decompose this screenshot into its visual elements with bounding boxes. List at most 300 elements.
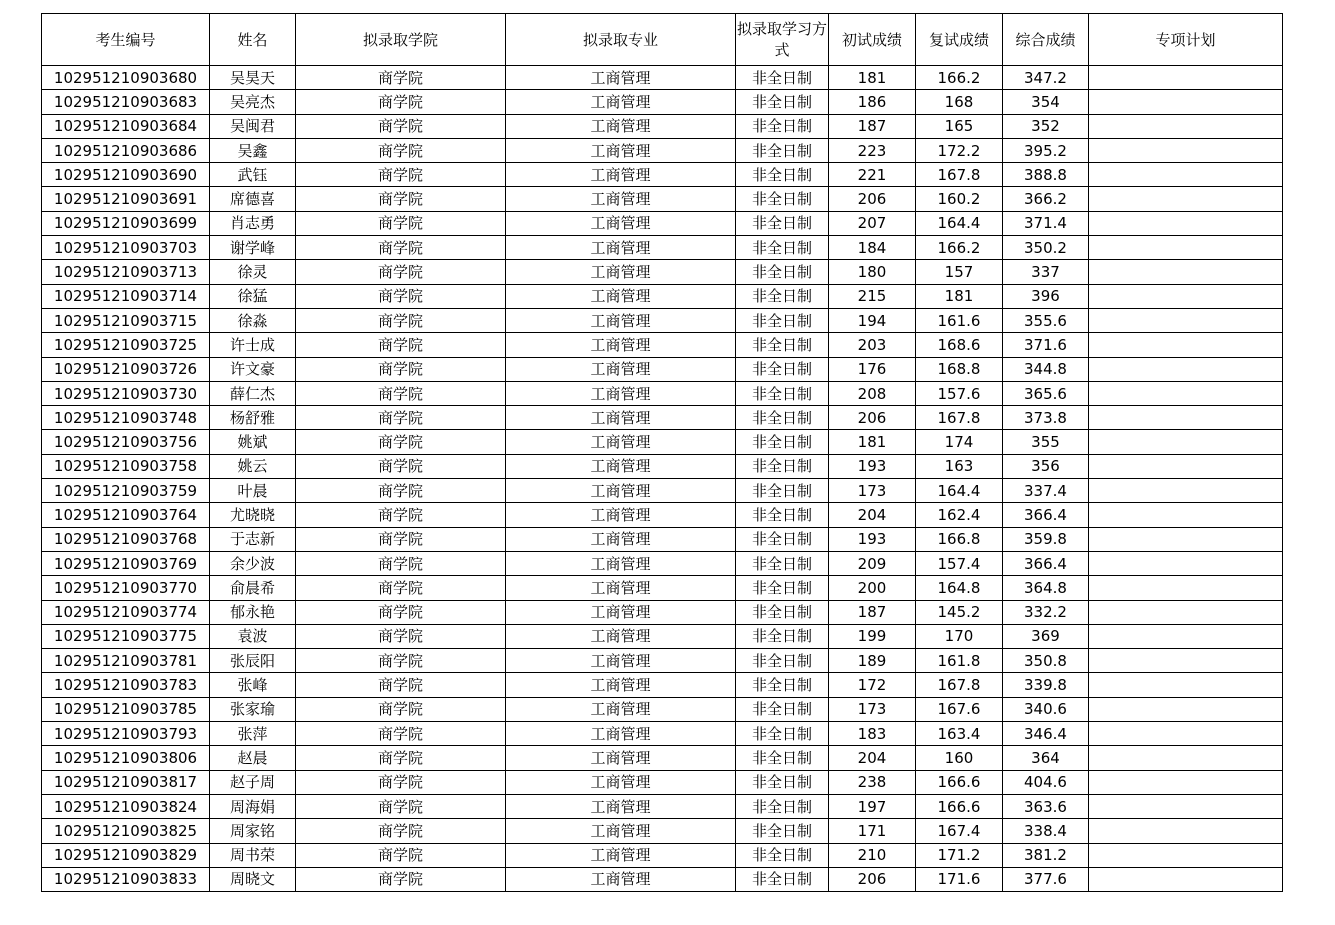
cell-candidate-id: 102951210903758 xyxy=(42,454,210,478)
header-initial-score: 初试成绩 xyxy=(829,14,916,66)
cell-initial-score: 189 xyxy=(829,649,916,673)
cell-retest-score: 160.2 xyxy=(916,187,1003,211)
cell-special-plan xyxy=(1089,770,1283,794)
cell-initial-score: 206 xyxy=(829,406,916,430)
table-row xyxy=(42,697,1283,721)
cell-school: 商学院 xyxy=(296,600,506,624)
cell-school: 商学院 xyxy=(296,576,506,600)
cell-candidate-id: 102951210903680 xyxy=(42,66,210,90)
cell-study-mode: 非全日制 xyxy=(736,624,829,648)
cell-name: 赵子周 xyxy=(210,770,296,794)
cell-special-plan xyxy=(1089,357,1283,381)
cell-retest-score: 166.6 xyxy=(916,794,1003,818)
cell-school: 商学院 xyxy=(296,746,506,770)
table-row xyxy=(42,479,1283,503)
cell-retest-score: 168.8 xyxy=(916,357,1003,381)
cell-special-plan xyxy=(1089,746,1283,770)
cell-special-plan xyxy=(1089,624,1283,648)
cell-study-mode: 非全日制 xyxy=(736,211,829,235)
cell-candidate-id: 102951210903686 xyxy=(42,138,210,162)
cell-initial-score: 204 xyxy=(829,746,916,770)
cell-retest-score: 171.6 xyxy=(916,867,1003,891)
header-major: 拟录取专业 xyxy=(506,14,736,66)
cell-candidate-id: 102951210903781 xyxy=(42,649,210,673)
cell-study-mode: 非全日制 xyxy=(736,649,829,673)
cell-school: 商学院 xyxy=(296,819,506,843)
table-row xyxy=(42,66,1283,90)
cell-major: 工商管理 xyxy=(506,770,736,794)
cell-major: 工商管理 xyxy=(506,722,736,746)
cell-special-plan xyxy=(1089,843,1283,867)
cell-total-score: 332.2 xyxy=(1003,600,1089,624)
cell-major: 工商管理 xyxy=(506,66,736,90)
cell-study-mode: 非全日制 xyxy=(736,114,829,138)
cell-initial-score: 204 xyxy=(829,503,916,527)
cell-major: 工商管理 xyxy=(506,697,736,721)
cell-study-mode: 非全日制 xyxy=(736,479,829,503)
cell-name: 徐淼 xyxy=(210,308,296,332)
cell-name: 吴闽君 xyxy=(210,114,296,138)
cell-study-mode: 非全日制 xyxy=(736,551,829,575)
cell-name: 武钰 xyxy=(210,163,296,187)
cell-retest-score: 145.2 xyxy=(916,600,1003,624)
cell-special-plan xyxy=(1089,308,1283,332)
cell-major: 工商管理 xyxy=(506,624,736,648)
cell-total-score: 366.4 xyxy=(1003,551,1089,575)
cell-total-score: 381.2 xyxy=(1003,843,1089,867)
cell-total-score: 377.6 xyxy=(1003,867,1089,891)
cell-name: 周海娟 xyxy=(210,794,296,818)
cell-initial-score: 173 xyxy=(829,697,916,721)
cell-candidate-id: 102951210903775 xyxy=(42,624,210,648)
table-row xyxy=(42,406,1283,430)
cell-name: 郁永艳 xyxy=(210,600,296,624)
cell-total-score: 340.6 xyxy=(1003,697,1089,721)
cell-initial-score: 210 xyxy=(829,843,916,867)
cell-major: 工商管理 xyxy=(506,430,736,454)
table-row xyxy=(42,867,1283,891)
table-row xyxy=(42,236,1283,260)
cell-study-mode: 非全日制 xyxy=(736,600,829,624)
cell-initial-score: 238 xyxy=(829,770,916,794)
cell-total-score: 338.4 xyxy=(1003,819,1089,843)
cell-candidate-id: 102951210903770 xyxy=(42,576,210,600)
table-row xyxy=(42,211,1283,235)
header-retest-score: 复试成绩 xyxy=(916,14,1003,66)
cell-school: 商学院 xyxy=(296,357,506,381)
cell-candidate-id: 102951210903774 xyxy=(42,600,210,624)
cell-initial-score: 208 xyxy=(829,381,916,405)
header-name: 姓名 xyxy=(210,14,296,66)
cell-total-score: 404.6 xyxy=(1003,770,1089,794)
header-study-mode: 拟录取学习方式 xyxy=(736,14,829,66)
cell-school: 商学院 xyxy=(296,381,506,405)
cell-retest-score: 168 xyxy=(916,90,1003,114)
cell-name: 许士成 xyxy=(210,333,296,357)
cell-candidate-id: 102951210903824 xyxy=(42,794,210,818)
cell-total-score: 356 xyxy=(1003,454,1089,478)
cell-initial-score: 197 xyxy=(829,794,916,818)
cell-school: 商学院 xyxy=(296,624,506,648)
cell-candidate-id: 102951210903691 xyxy=(42,187,210,211)
cell-study-mode: 非全日制 xyxy=(736,576,829,600)
cell-major: 工商管理 xyxy=(506,260,736,284)
table-row xyxy=(42,114,1283,138)
cell-study-mode: 非全日制 xyxy=(736,697,829,721)
cell-total-score: 344.8 xyxy=(1003,357,1089,381)
cell-retest-score: 167.6 xyxy=(916,697,1003,721)
table-body xyxy=(42,66,1283,892)
cell-school: 商学院 xyxy=(296,649,506,673)
cell-initial-score: 200 xyxy=(829,576,916,600)
cell-candidate-id: 102951210903703 xyxy=(42,236,210,260)
cell-retest-score: 167.8 xyxy=(916,163,1003,187)
cell-name: 徐灵 xyxy=(210,260,296,284)
table-row xyxy=(42,624,1283,648)
cell-name: 肖志勇 xyxy=(210,211,296,235)
cell-study-mode: 非全日制 xyxy=(736,138,829,162)
cell-candidate-id: 102951210903690 xyxy=(42,163,210,187)
cell-candidate-id: 102951210903759 xyxy=(42,479,210,503)
table-row xyxy=(42,503,1283,527)
table-row xyxy=(42,163,1283,187)
cell-special-plan xyxy=(1089,66,1283,90)
cell-retest-score: 161.8 xyxy=(916,649,1003,673)
cell-major: 工商管理 xyxy=(506,600,736,624)
cell-school: 商学院 xyxy=(296,673,506,697)
cell-name: 吴亮杰 xyxy=(210,90,296,114)
cell-initial-score: 193 xyxy=(829,527,916,551)
cell-total-score: 363.6 xyxy=(1003,794,1089,818)
cell-retest-score: 174 xyxy=(916,430,1003,454)
cell-major: 工商管理 xyxy=(506,163,736,187)
cell-total-score: 339.8 xyxy=(1003,673,1089,697)
cell-total-score: 371.6 xyxy=(1003,333,1089,357)
cell-school: 商学院 xyxy=(296,333,506,357)
cell-name: 余少波 xyxy=(210,551,296,575)
cell-name: 赵晨 xyxy=(210,746,296,770)
cell-initial-score: 171 xyxy=(829,819,916,843)
cell-study-mode: 非全日制 xyxy=(736,284,829,308)
cell-initial-score: 221 xyxy=(829,163,916,187)
table-row xyxy=(42,284,1283,308)
cell-retest-score: 157.6 xyxy=(916,381,1003,405)
cell-name: 尤晓晓 xyxy=(210,503,296,527)
cell-school: 商学院 xyxy=(296,163,506,187)
cell-special-plan xyxy=(1089,794,1283,818)
cell-study-mode: 非全日制 xyxy=(736,260,829,284)
cell-school: 商学院 xyxy=(296,66,506,90)
cell-initial-score: 203 xyxy=(829,333,916,357)
table-row xyxy=(42,551,1283,575)
cell-candidate-id: 102951210903730 xyxy=(42,381,210,405)
cell-name: 周书荣 xyxy=(210,843,296,867)
cell-total-score: 373.8 xyxy=(1003,406,1089,430)
table-row xyxy=(42,576,1283,600)
cell-major: 工商管理 xyxy=(506,454,736,478)
cell-initial-score: 223 xyxy=(829,138,916,162)
cell-name: 薛仁杰 xyxy=(210,381,296,405)
cell-retest-score: 164.4 xyxy=(916,479,1003,503)
cell-study-mode: 非全日制 xyxy=(736,819,829,843)
cell-special-plan xyxy=(1089,454,1283,478)
table-row xyxy=(42,138,1283,162)
cell-candidate-id: 102951210903683 xyxy=(42,90,210,114)
cell-study-mode: 非全日制 xyxy=(736,770,829,794)
cell-initial-score: 215 xyxy=(829,284,916,308)
cell-special-plan xyxy=(1089,819,1283,843)
cell-initial-score: 181 xyxy=(829,430,916,454)
cell-major: 工商管理 xyxy=(506,503,736,527)
cell-special-plan xyxy=(1089,187,1283,211)
cell-major: 工商管理 xyxy=(506,187,736,211)
cell-major: 工商管理 xyxy=(506,284,736,308)
cell-study-mode: 非全日制 xyxy=(736,503,829,527)
cell-name: 周家铭 xyxy=(210,819,296,843)
cell-major: 工商管理 xyxy=(506,308,736,332)
cell-initial-score: 180 xyxy=(829,260,916,284)
cell-retest-score: 172.2 xyxy=(916,138,1003,162)
cell-name: 周晓文 xyxy=(210,867,296,891)
cell-retest-score: 165 xyxy=(916,114,1003,138)
cell-school: 商学院 xyxy=(296,503,506,527)
cell-total-score: 369 xyxy=(1003,624,1089,648)
cell-candidate-id: 102951210903699 xyxy=(42,211,210,235)
cell-school: 商学院 xyxy=(296,236,506,260)
cell-retest-score: 166.8 xyxy=(916,527,1003,551)
table-header xyxy=(42,14,1283,66)
cell-retest-score: 167.8 xyxy=(916,673,1003,697)
cell-total-score: 337.4 xyxy=(1003,479,1089,503)
cell-study-mode: 非全日制 xyxy=(736,333,829,357)
header-school: 拟录取学院 xyxy=(296,14,506,66)
table-row xyxy=(42,333,1283,357)
cell-major: 工商管理 xyxy=(506,211,736,235)
cell-major: 工商管理 xyxy=(506,746,736,770)
cell-special-plan xyxy=(1089,649,1283,673)
cell-special-plan xyxy=(1089,551,1283,575)
cell-retest-score: 157.4 xyxy=(916,551,1003,575)
cell-initial-score: 187 xyxy=(829,600,916,624)
cell-total-score: 350.2 xyxy=(1003,236,1089,260)
cell-candidate-id: 102951210903793 xyxy=(42,722,210,746)
cell-candidate-id: 102951210903783 xyxy=(42,673,210,697)
cell-retest-score: 160 xyxy=(916,746,1003,770)
cell-study-mode: 非全日制 xyxy=(736,308,829,332)
cell-retest-score: 162.4 xyxy=(916,503,1003,527)
cell-school: 商学院 xyxy=(296,527,506,551)
cell-name: 俞晨希 xyxy=(210,576,296,600)
cell-candidate-id: 102951210903714 xyxy=(42,284,210,308)
cell-total-score: 352 xyxy=(1003,114,1089,138)
header-candidate-id: 考生编号 xyxy=(42,14,210,66)
cell-school: 商学院 xyxy=(296,90,506,114)
cell-major: 工商管理 xyxy=(506,527,736,551)
cell-special-plan xyxy=(1089,114,1283,138)
cell-retest-score: 166.6 xyxy=(916,770,1003,794)
cell-study-mode: 非全日制 xyxy=(736,236,829,260)
cell-retest-score: 181 xyxy=(916,284,1003,308)
cell-major: 工商管理 xyxy=(506,406,736,430)
cell-school: 商学院 xyxy=(296,284,506,308)
cell-candidate-id: 102951210903768 xyxy=(42,527,210,551)
cell-candidate-id: 102951210903713 xyxy=(42,260,210,284)
cell-major: 工商管理 xyxy=(506,576,736,600)
table-row xyxy=(42,770,1283,794)
cell-name: 徐猛 xyxy=(210,284,296,308)
table-row xyxy=(42,746,1283,770)
cell-major: 工商管理 xyxy=(506,114,736,138)
table-row xyxy=(42,843,1283,867)
cell-name: 吴昊天 xyxy=(210,66,296,90)
cell-name: 张峰 xyxy=(210,673,296,697)
cell-name: 张萍 xyxy=(210,722,296,746)
table-row xyxy=(42,357,1283,381)
cell-initial-score: 173 xyxy=(829,479,916,503)
cell-name: 杨舒雅 xyxy=(210,406,296,430)
cell-special-plan xyxy=(1089,697,1283,721)
cell-total-score: 346.4 xyxy=(1003,722,1089,746)
cell-school: 商学院 xyxy=(296,794,506,818)
cell-candidate-id: 102951210903785 xyxy=(42,697,210,721)
table-row xyxy=(42,454,1283,478)
cell-name: 袁波 xyxy=(210,624,296,648)
cell-total-score: 371.4 xyxy=(1003,211,1089,235)
cell-retest-score: 171.2 xyxy=(916,843,1003,867)
cell-total-score: 354 xyxy=(1003,90,1089,114)
cell-major: 工商管理 xyxy=(506,551,736,575)
cell-school: 商学院 xyxy=(296,114,506,138)
admission-list-sheet xyxy=(41,13,1283,892)
cell-school: 商学院 xyxy=(296,867,506,891)
cell-school: 商学院 xyxy=(296,770,506,794)
cell-candidate-id: 102951210903726 xyxy=(42,357,210,381)
cell-initial-score: 186 xyxy=(829,90,916,114)
cell-special-plan xyxy=(1089,673,1283,697)
cell-candidate-id: 102951210903748 xyxy=(42,406,210,430)
cell-major: 工商管理 xyxy=(506,794,736,818)
cell-special-plan xyxy=(1089,600,1283,624)
table-row xyxy=(42,527,1283,551)
cell-candidate-id: 102951210903769 xyxy=(42,551,210,575)
cell-special-plan xyxy=(1089,722,1283,746)
cell-school: 商学院 xyxy=(296,479,506,503)
table-row xyxy=(42,430,1283,454)
cell-study-mode: 非全日制 xyxy=(736,867,829,891)
table-row xyxy=(42,794,1283,818)
cell-initial-score: 183 xyxy=(829,722,916,746)
cell-name: 叶晨 xyxy=(210,479,296,503)
cell-study-mode: 非全日制 xyxy=(736,527,829,551)
cell-study-mode: 非全日制 xyxy=(736,163,829,187)
cell-retest-score: 166.2 xyxy=(916,236,1003,260)
cell-special-plan xyxy=(1089,211,1283,235)
cell-school: 商学院 xyxy=(296,843,506,867)
table-row xyxy=(42,187,1283,211)
cell-study-mode: 非全日制 xyxy=(736,66,829,90)
cell-retest-score: 157 xyxy=(916,260,1003,284)
cell-initial-score: 193 xyxy=(829,454,916,478)
cell-school: 商学院 xyxy=(296,430,506,454)
cell-major: 工商管理 xyxy=(506,333,736,357)
cell-school: 商学院 xyxy=(296,722,506,746)
cell-school: 商学院 xyxy=(296,406,506,430)
cell-total-score: 388.8 xyxy=(1003,163,1089,187)
cell-major: 工商管理 xyxy=(506,236,736,260)
cell-initial-score: 187 xyxy=(829,114,916,138)
cell-name: 姚云 xyxy=(210,454,296,478)
cell-study-mode: 非全日制 xyxy=(736,673,829,697)
cell-candidate-id: 102951210903715 xyxy=(42,308,210,332)
table-row xyxy=(42,722,1283,746)
cell-candidate-id: 102951210903764 xyxy=(42,503,210,527)
cell-special-plan xyxy=(1089,284,1283,308)
table-row xyxy=(42,308,1283,332)
cell-total-score: 347.2 xyxy=(1003,66,1089,90)
cell-initial-score: 207 xyxy=(829,211,916,235)
table-row xyxy=(42,649,1283,673)
cell-special-plan xyxy=(1089,406,1283,430)
cell-initial-score: 184 xyxy=(829,236,916,260)
header-total-score: 综合成绩 xyxy=(1003,14,1089,66)
cell-retest-score: 163.4 xyxy=(916,722,1003,746)
table-row xyxy=(42,673,1283,697)
cell-major: 工商管理 xyxy=(506,479,736,503)
cell-special-plan xyxy=(1089,138,1283,162)
cell-initial-score: 209 xyxy=(829,551,916,575)
cell-total-score: 355.6 xyxy=(1003,308,1089,332)
cell-total-score: 366.4 xyxy=(1003,503,1089,527)
cell-retest-score: 163 xyxy=(916,454,1003,478)
cell-special-plan xyxy=(1089,333,1283,357)
cell-special-plan xyxy=(1089,576,1283,600)
cell-retest-score: 168.6 xyxy=(916,333,1003,357)
cell-special-plan xyxy=(1089,90,1283,114)
cell-candidate-id: 102951210903829 xyxy=(42,843,210,867)
table-row xyxy=(42,819,1283,843)
cell-initial-score: 206 xyxy=(829,187,916,211)
cell-total-score: 364.8 xyxy=(1003,576,1089,600)
cell-major: 工商管理 xyxy=(506,819,736,843)
cell-major: 工商管理 xyxy=(506,90,736,114)
cell-name: 谢学峰 xyxy=(210,236,296,260)
cell-candidate-id: 102951210903833 xyxy=(42,867,210,891)
cell-initial-score: 176 xyxy=(829,357,916,381)
cell-special-plan xyxy=(1089,163,1283,187)
cell-special-plan xyxy=(1089,236,1283,260)
cell-total-score: 350.8 xyxy=(1003,649,1089,673)
cell-school: 商学院 xyxy=(296,260,506,284)
cell-retest-score: 166.2 xyxy=(916,66,1003,90)
cell-initial-score: 199 xyxy=(829,624,916,648)
cell-major: 工商管理 xyxy=(506,843,736,867)
cell-major: 工商管理 xyxy=(506,138,736,162)
cell-special-plan xyxy=(1089,381,1283,405)
cell-special-plan xyxy=(1089,503,1283,527)
cell-special-plan xyxy=(1089,260,1283,284)
cell-total-score: 395.2 xyxy=(1003,138,1089,162)
cell-retest-score: 167.4 xyxy=(916,819,1003,843)
cell-initial-score: 181 xyxy=(829,66,916,90)
cell-school: 商学院 xyxy=(296,551,506,575)
cell-special-plan xyxy=(1089,479,1283,503)
table-row xyxy=(42,381,1283,405)
cell-retest-score: 170 xyxy=(916,624,1003,648)
cell-retest-score: 164.4 xyxy=(916,211,1003,235)
admission-table xyxy=(41,13,1283,892)
cell-special-plan xyxy=(1089,867,1283,891)
cell-candidate-id: 102951210903806 xyxy=(42,746,210,770)
